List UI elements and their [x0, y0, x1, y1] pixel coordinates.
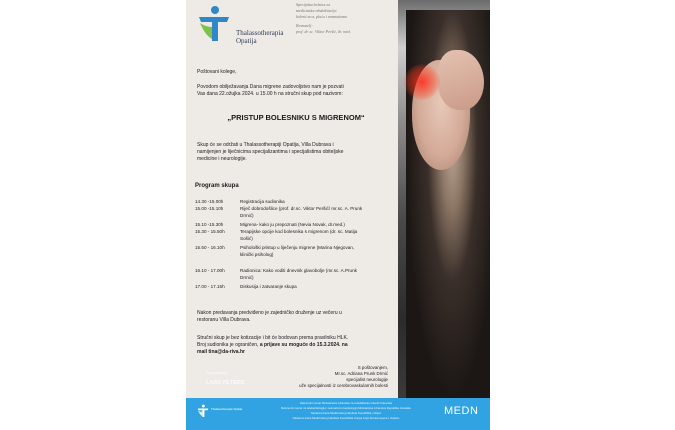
- greeting: Poštovani kolege,: [197, 69, 237, 75]
- social-note: restoranu Villa Dubrava.: [197, 317, 251, 323]
- registration-note: Broj sudionika je ograničen, a prijave su moguće do 15.3.2024. na: [197, 342, 348, 348]
- footer-logo-text: Thalassotherapia Opatija: [211, 407, 243, 411]
- program-heading: Program skupa: [195, 183, 239, 189]
- brand-name: Thalassotherapia: [236, 29, 284, 37]
- sponsor-name: LABS PETERS: [206, 380, 245, 386]
- thalassotherapia-logo-icon: [197, 5, 231, 43]
- registration-note: Stručni skup je bez kotizacije i bit će bodovan prema pravilniku HLK.: [197, 335, 349, 341]
- intro-line: Povodom obilježavanja Dana migrene zadovoljstvo nam je pozvati: [197, 84, 344, 90]
- footer-logo-icon: [197, 404, 209, 418]
- brand-city: Opatija: [236, 37, 257, 45]
- hospital-info: Specijalna bolnica za medicinsku rehabilitaciju bolesti srca, pluća i reumatizma Ravnatelj: prof. dr. sc. Viktor Peršić, dr. med.: [296, 2, 351, 34]
- footer-line: Referentni centar za telekardiologiju i neinvazivnu kardiologiju Ministarstva zdravstva Republike Hrvatske: [281, 406, 411, 410]
- registration-email: mail tina@da-riva.hr: [197, 349, 245, 355]
- migraine-photo: [398, 0, 490, 398]
- venue-line: medicine i neurologije.: [197, 156, 247, 162]
- venue-line: namijenjen je liječnicima specijalizantima i specijalistima obiteljske: [197, 149, 344, 155]
- event-title: „PRISTUP BOLESNIKU S MIGRENOM“: [227, 113, 365, 122]
- social-note: Nakon predavanja predviđeno je zajedničko druženje uz večeru u: [197, 310, 342, 316]
- footer-line: Referentni centar Ministarstva zdravstva za rehabilitaciju srčanih bolesnika: [299, 401, 393, 405]
- signature: S poštovanjem, Mr.sc. Adriana Prunk Drmić specijalist neurologije uže specijalnosti iz cerebrovaskularnih bolesti: [299, 365, 388, 388]
- sponsor-logo: MEDN: [444, 405, 479, 417]
- footer-line: Nastavna baza Medicinskog fakulteta Sveučilišta u Rijeci: [310, 411, 382, 415]
- sponsor-label: Pokrovitelj: [206, 370, 227, 375]
- venue-line: Skup će se održati u Thalassotherapiji Opatija, Villa Dubrava i: [197, 142, 334, 148]
- intro-line: Vas dana 22.ožujka 2024. u 15.00 h na stručni skup pod nazivom:: [197, 91, 343, 97]
- footer-line: Nastavna baza Medicinskog fakulteta Sveučilišta Josipa Jurja Strossmayera u Osijeku: [292, 416, 400, 420]
